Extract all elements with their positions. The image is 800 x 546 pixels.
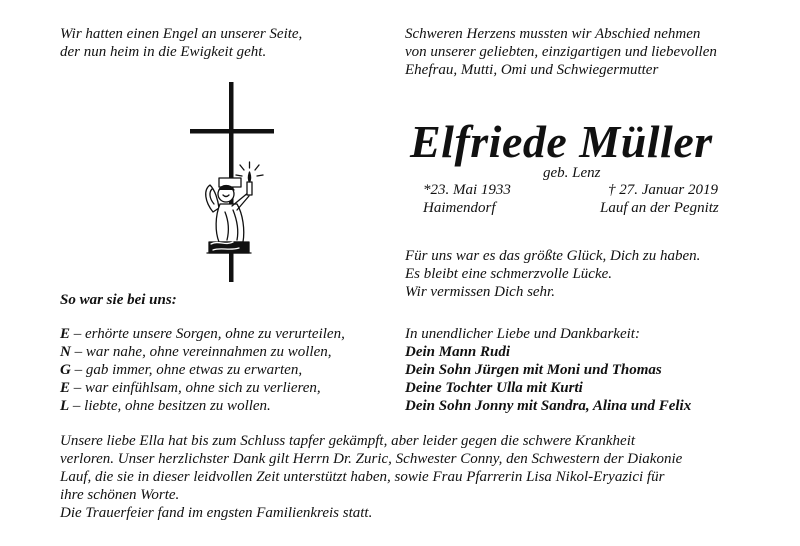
death-date: † 27. Januar 2019 bbox=[608, 182, 718, 198]
acrostic-heading: So war sie bei uns: bbox=[60, 292, 177, 308]
acrostic-letter: G bbox=[60, 362, 71, 378]
closing-line: ihre schönen Worte. bbox=[60, 487, 180, 503]
acrostic-list bbox=[60, 325, 345, 415]
acrostic-text: – war nahe, ohne vereinnahmen zu wollen, bbox=[70, 344, 332, 360]
acrostic-letter: L bbox=[60, 398, 70, 414]
acrostic-text: – erhörte unsere Sorgen, ohne zu verurteilen, bbox=[70, 326, 345, 342]
closing-line: Unsere liebe Ella hat bis zum Schluss tapfer gekämpft, aber leider gegen die schwere Krankheit bbox=[60, 433, 636, 449]
memorial-verse bbox=[405, 247, 700, 301]
cross-and-angel-emblem bbox=[185, 82, 280, 287]
acrostic-row bbox=[60, 379, 345, 397]
acrostic-text: – liebte, ohne besitzen zu wollen. bbox=[69, 398, 271, 414]
birth-place: Haimendorf bbox=[423, 200, 496, 216]
mourners-block bbox=[405, 325, 691, 415]
acrostic-letter: N bbox=[60, 344, 71, 360]
angel-with-candle-icon bbox=[206, 162, 263, 253]
acrostic-row bbox=[60, 397, 345, 415]
acrostic-text: – war einfühlsam, ohne sich zu verlieren, bbox=[70, 380, 321, 396]
birth-date: *23. Mai 1933 bbox=[423, 182, 511, 198]
quote-line: Wir hatten einen Engel an unserer Seite, bbox=[60, 26, 303, 42]
closing-line: Die Trauerfeier fand im engsten Familienkreis statt. bbox=[60, 505, 373, 521]
acrostic-text: – gab immer, ohne etwas zu erwarten, bbox=[70, 362, 303, 378]
farewell-text bbox=[405, 25, 717, 79]
verse-line: Es bleibt eine schmerzvolle Lücke. bbox=[405, 266, 613, 282]
mourner-line: Dein Mann Rudi bbox=[405, 344, 511, 360]
farewell-line: Ehefrau, Mutti, Omi und Schwiegermutter bbox=[405, 62, 659, 78]
maiden-name: geb. Lenz bbox=[543, 165, 601, 181]
verse-line: Für uns war es das größte Glück, Dich zu haben. bbox=[405, 248, 701, 264]
acrostic-row bbox=[60, 343, 345, 361]
opening-quote bbox=[60, 25, 302, 61]
closing-line: verloren. Unser herzlichster Dank gilt Herrn Dr. Zuric, Schwester Conny, den Schwestern der Diakonie bbox=[60, 451, 683, 467]
mourner-line: Dein Sohn Jonny mit Sandra, Alina und Felix bbox=[405, 398, 692, 414]
verse-line: Wir vermissen Dich sehr. bbox=[405, 284, 555, 300]
death-place: Lauf an der Pegnitz bbox=[600, 200, 719, 216]
farewell-line: Schweren Herzens mussten wir Abschied nehmen bbox=[405, 26, 701, 42]
acrostic-row bbox=[60, 361, 345, 379]
mourner-line: Deine Tochter Ulla mit Kurti bbox=[405, 380, 583, 396]
mourner-line: Dein Sohn Jürgen mit Moni und Thomas bbox=[405, 362, 662, 378]
acrostic-letter: E bbox=[60, 380, 71, 396]
thanks-intro: In unendlicher Liebe und Dankbarkeit: bbox=[405, 326, 640, 342]
closing-paragraph bbox=[60, 432, 682, 522]
quote-line: der nun heim in die Ewigkeit geht. bbox=[60, 44, 267, 60]
closing-line: Lauf, die sie in dieser leidvollen Zeit unterstützt haben, sowie Frau Pfarrerin Lisa Nikol-Eryazici für bbox=[60, 469, 665, 485]
deceased-name: Elfriede Müller bbox=[410, 116, 713, 167]
acrostic-letter: E bbox=[60, 326, 71, 342]
farewell-line: von unserer geliebten, einzigartigen und liebevollen bbox=[405, 44, 717, 60]
acrostic-row bbox=[60, 325, 345, 343]
